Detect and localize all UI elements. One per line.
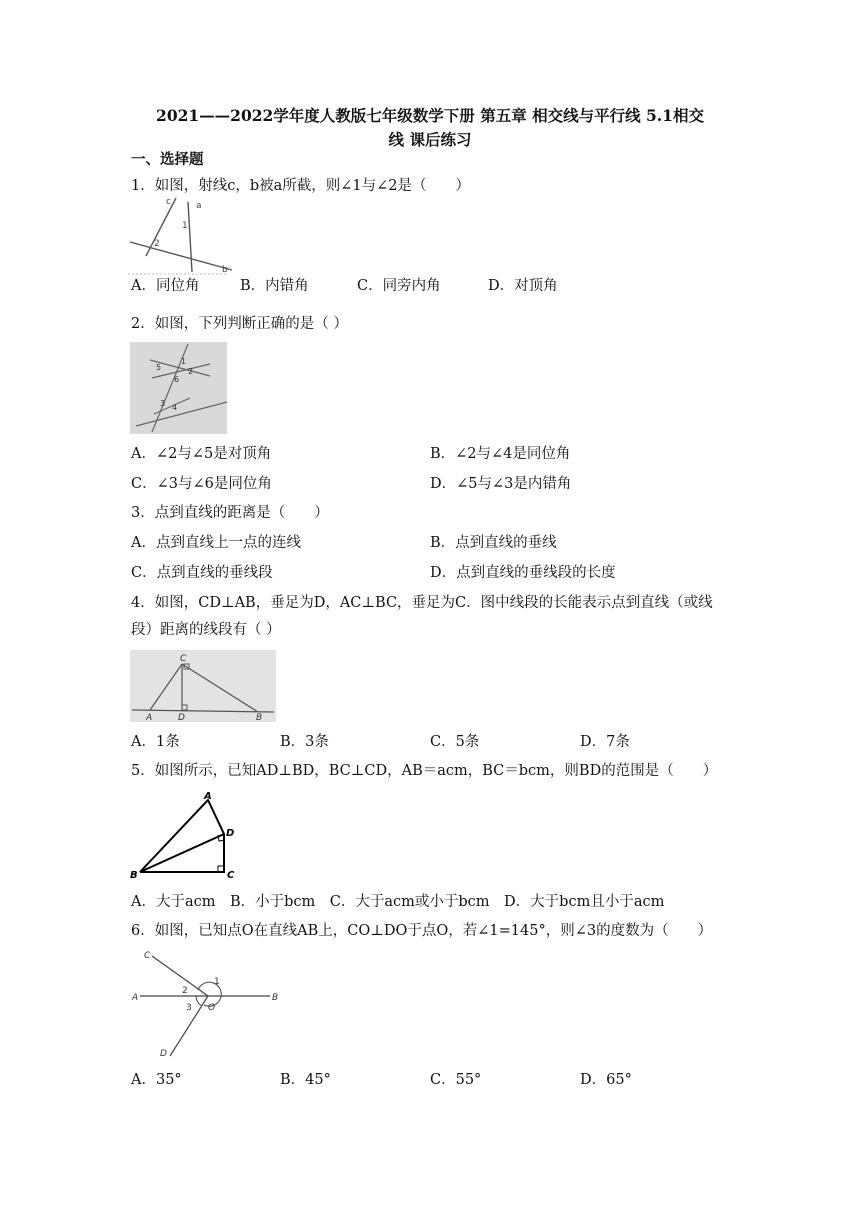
question-5-figure (130, 790, 240, 880)
question-5-stem: 5．如图所示，已知AD⊥BD，BC⊥CD，AB＝acm，BC＝bcm，则BD的范围是（ ） (131, 763, 718, 779)
question-2-option-a: A．∠2与∠5是对顶角 (131, 446, 272, 462)
question-1-option-c: C．同旁内角 (357, 278, 441, 294)
question-2-label-3: 3 (160, 399, 166, 408)
question-5-label-b: B (130, 870, 138, 880)
question-1-label-b: b (222, 265, 228, 275)
question-4-stem-line-1: 4．如图，CD⊥AB，垂足为D，AC⊥BC，垂足为C．图中线段的长能表示点到直线（或线 (131, 595, 713, 611)
question-1-label-2: 2 (154, 239, 160, 249)
question-2-label-5: 5 (156, 363, 162, 372)
question-3-option-c: C．点到直线的垂线段 (131, 565, 273, 581)
question-6-option-d: D．65° (580, 1072, 632, 1088)
question-4-option-a: A．1条 (131, 734, 180, 750)
question-2-option-d: D．∠5与∠3是内错角 (430, 476, 572, 492)
question-1-label-c: c (166, 197, 171, 207)
question-1-figure (128, 194, 238, 276)
question-6-figure (130, 946, 290, 1060)
question-6-stem: 6．如图，已知点O在直线AB上，CO⊥DO于点O，若∠1=145°，则∠3的度数为（ ） (131, 923, 713, 939)
question-4-stem-line-2: 段）距离的线段有（ ） (131, 622, 281, 638)
question-3-option-d: D．点到直线的垂线段的长度 (430, 565, 616, 581)
question-1-option-b: B．内错角 (240, 278, 309, 294)
question-6-label-a: A (132, 993, 139, 1003)
title-line-2: 线 课后练习 (388, 130, 472, 149)
question-4-label-a: A (146, 713, 153, 722)
question-6-label-b: B (272, 993, 279, 1003)
question-4-label-d: D (178, 713, 185, 722)
question-4-figure (130, 650, 276, 722)
question-5-label-a: A (204, 791, 212, 802)
question-4-option-d: D．7条 (580, 734, 630, 750)
section-heading: 一、选择题 (131, 151, 204, 168)
question-2-option-b: B．∠2与∠4是同位角 (430, 446, 571, 462)
question-6-label-o: O (208, 1003, 216, 1013)
question-4-label-c: C (180, 654, 187, 664)
question-2-label-6: 6 (174, 375, 180, 384)
question-1-option-d: D．对顶角 (488, 278, 558, 294)
question-6-option-c: C．55° (430, 1072, 482, 1088)
question-6-option-b: B．45° (280, 1072, 331, 1088)
question-5-label-c: C (227, 870, 235, 880)
question-2-stem: 2．如图，下列判断正确的是（ ） (131, 316, 348, 332)
question-6-label-2: 2 (182, 986, 188, 996)
question-2-option-c: C．∠3与∠6是同位角 (131, 476, 272, 492)
page-title (120, 104, 740, 152)
question-2-figure (130, 342, 227, 434)
question-2-label-2: 2 (188, 367, 194, 376)
question-1-stem: 1．如图，射线c，b被a所截，则∠1与∠2是（ ） (131, 178, 471, 194)
question-3-option-b: B．点到直线的垂线 (430, 535, 557, 551)
question-3-option-a: A．点到直线上一点的连线 (131, 535, 301, 551)
question-6-label-c: C (144, 951, 151, 961)
question-3-stem: 3．点到直线的距离是（ ） (131, 505, 329, 521)
question-1-label-1: 1 (182, 221, 188, 231)
question-6-label-d: D (160, 1049, 167, 1059)
question-1-option-a: A．同位角 (131, 278, 200, 294)
question-2-label-1: 1 (181, 357, 187, 366)
question-6-label-3: 3 (186, 1003, 192, 1013)
question-6-option-a: A．35° (131, 1072, 182, 1088)
question-2-label-4: 4 (172, 403, 178, 412)
question-6-label-1: 1 (214, 977, 220, 987)
question-5-label-d: D (226, 828, 235, 839)
question-5-options: A．大于acm B．小于bcm C．大于acm或小于bcm D．大于bcm且小于acm (131, 894, 665, 910)
question-4-label-b: B (256, 713, 263, 722)
question-4-option-c: C．5条 (430, 734, 480, 750)
question-1-label-a: a (196, 201, 202, 211)
title-line-1: 2021——2022学年度人教版七年级数学下册 第五章 相交线与平行线 5.1相交 (156, 106, 704, 125)
question-4-option-b: B．3条 (280, 734, 329, 750)
